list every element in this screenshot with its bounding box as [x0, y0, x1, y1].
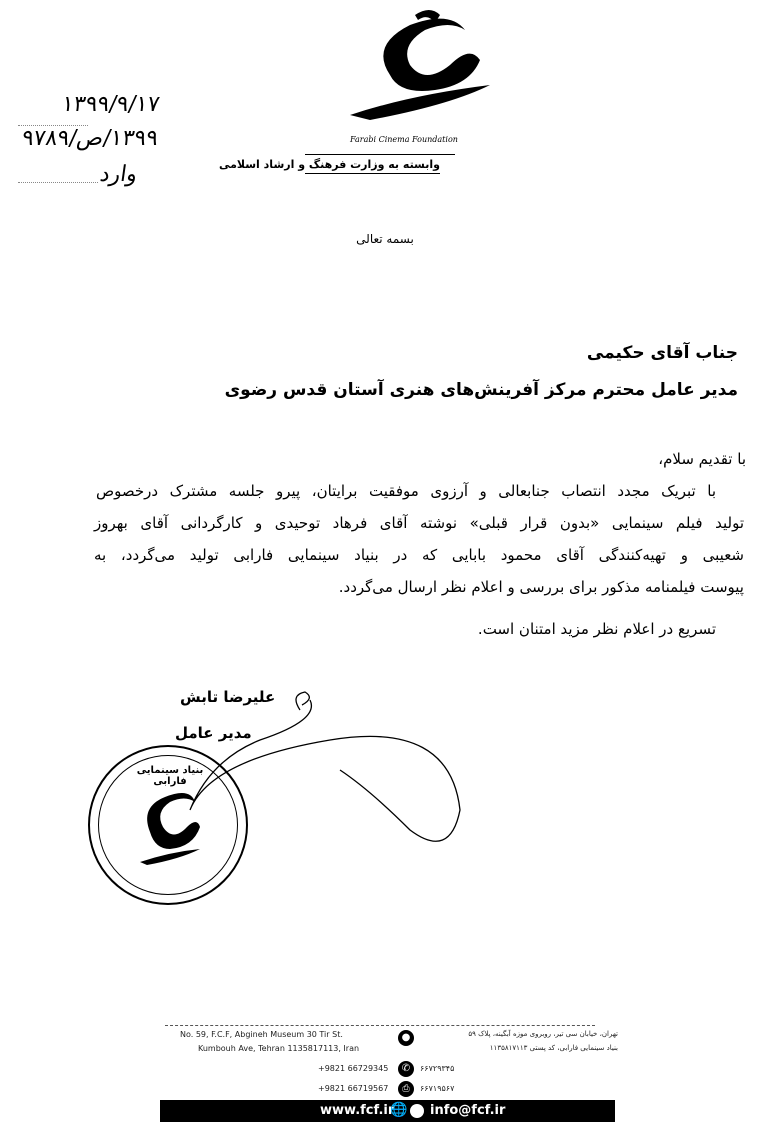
footer-address-fa-2: بنیاد سینمایی فارابی، کد پستی ۱۱۳۵۸۱۷۱۱۳ — [489, 1044, 618, 1052]
footer-fax: +9821 66719567 — [318, 1084, 389, 1093]
registry-dotted-lines — [18, 125, 88, 126]
registry-date: ۱۳۹۹/۹/۱۷ — [60, 92, 162, 117]
signatory-role: مدیر عامل — [175, 724, 252, 742]
signatory-name: علیرضا تابش — [180, 688, 276, 706]
email-link[interactable]: info@fcf.ir — [430, 1103, 506, 1118]
foundation-logo — [330, 5, 510, 155]
location-icon: ● — [398, 1030, 414, 1046]
footer-address-fa-1: تهران، خیابان سی تیر، روبروی موزه آبگینه، پلاک ۵۹ — [468, 1030, 618, 1038]
footer-phone: +9821 66729345 — [318, 1064, 389, 1073]
website-link[interactable]: www.fcf.ir — [320, 1103, 395, 1118]
footer-web-bar — [160, 1100, 615, 1122]
body-line: شعیبی و تهیه‌کنندگی آقای محمود بابایی که در بنیاد سینمایی فارابی تولید می‌گردد، به — [94, 546, 744, 564]
greeting: با تقدیم سلام، — [658, 450, 746, 468]
body-line: با تبریک مجدد انتصاب جنابعالی و آرزوی موفقیت برایتان، پیرو جلسه مشترک درخصوص — [96, 482, 716, 500]
stamp-text: بنیاد سینمایی فارابی — [136, 765, 204, 787]
fax-icon: ⎙ — [398, 1081, 414, 1097]
recipient-title: مدیر عامل محترم مرکز آفرینش‌های هنری آستان قدس رضوی — [224, 380, 738, 400]
divider — [305, 154, 455, 155]
footer-fax-fa: ۶۶۷۱۹۵۶۷ — [420, 1084, 455, 1093]
closing: تسریع در اعلام نظر مزید امتنان است. — [477, 620, 716, 638]
phone-icon: ✆ — [398, 1061, 414, 1077]
footer-divider — [165, 1025, 595, 1026]
logo-calligraphy-icon — [330, 5, 510, 135]
affiliation-text: وابسته به وزارت فرهنگ و ارشاد اسلامی — [305, 158, 440, 174]
stamp-logo-icon — [135, 787, 205, 867]
registry-dotted-lines — [18, 182, 98, 183]
footer-phone-fa: ۶۶۷۲۹۳۴۵ — [420, 1064, 455, 1073]
footer-address-en-1: No. 59, F.C.F, Abgineh Museum 30 Tir St. — [180, 1030, 343, 1039]
email-icon — [410, 1104, 424, 1118]
heading-bismillah: بسمه تعالی — [356, 232, 414, 246]
logo-english-text: Farabi Cinema Foundation — [350, 135, 458, 144]
body-line: تولید فیلم سینمایی «بدون قرار قبلی» نوشته آقای فرهاد توحیدی و کارگردانی آقای بهروز — [94, 514, 744, 532]
registry-type: وارد — [98, 162, 139, 187]
footer-address-en-2: Kumbouh Ave, Tehran 1135817113, Iran — [198, 1044, 360, 1053]
body-line: پیوست فیلمنامه مذکور برای بررسی و اعلام نظر ارسال می‌گردد. — [338, 578, 744, 596]
globe-icon: 🌐 — [390, 1102, 408, 1118]
recipient-name: جناب آقای حکیمی — [586, 343, 738, 363]
official-stamp — [88, 745, 248, 905]
registry-number: ۱۳۹۹/ص/۹۷۸۹ — [20, 126, 160, 151]
